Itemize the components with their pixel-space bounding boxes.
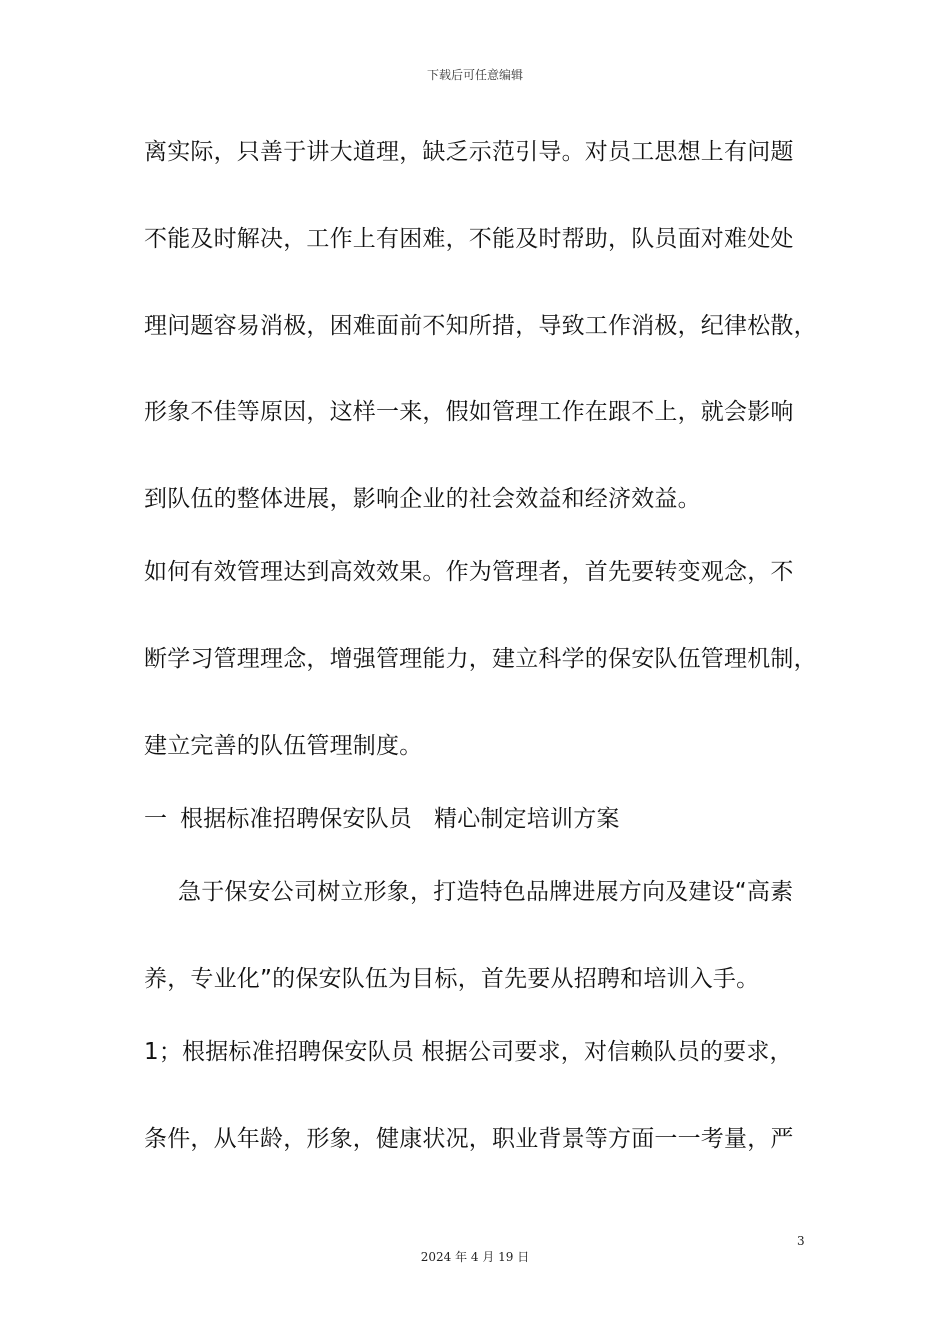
body-line: 理问题容易消极，困难面前不知所措，导致工作消极，纪律松散，	[144, 313, 817, 339]
body-line: 如何有效管理达到高效效果。作为管理者，首先要转变观念，不	[144, 559, 794, 585]
body-line: 条件，从年龄，形象，健康状况，职业背景等方面一一考量，严	[144, 1126, 794, 1152]
section-heading-part2: 精心制定培训方案	[434, 806, 620, 832]
body-line: 离实际，只善于讲大道理，缺乏示范引导。对员工思想上有问题	[144, 139, 794, 165]
page-number: 3	[797, 1234, 805, 1248]
body-line: 1；根据标准招聘保安队员 根据公司要求，对信赖队员的要求，	[144, 1039, 793, 1065]
body-line: 急于保安公司树立形象，打造特色品牌进展方向及建设“高素	[178, 879, 794, 905]
body-line: 养，专业化”的保安队伍为目标，首先要从招聘和培训入手。	[144, 966, 760, 992]
section-heading-number: 一	[144, 806, 168, 832]
body-line: 到队伍的整体进展，影响企业的社会效益和经济效益。	[144, 486, 701, 512]
body-line: 断学习管理理念，增强管理能力，建立科学的保安队伍管理机制，	[144, 646, 817, 672]
section-heading	[144, 804, 620, 834]
body-line: 建立完善的队伍管理制度。	[144, 733, 423, 759]
body-line: 不能及时解决，工作上有困难，不能及时帮助，队员面对难处处	[144, 226, 794, 252]
page-header: 下载后可任意编辑	[426, 68, 523, 82]
body-line: 形象不佳等原因，这样一来，假如管理工作在跟不上，就会影响	[144, 399, 794, 425]
footer-date: 2024 年 4 月 19 日	[420, 1250, 530, 1264]
section-heading-part1: 根据标准招聘保安队员	[180, 806, 412, 832]
